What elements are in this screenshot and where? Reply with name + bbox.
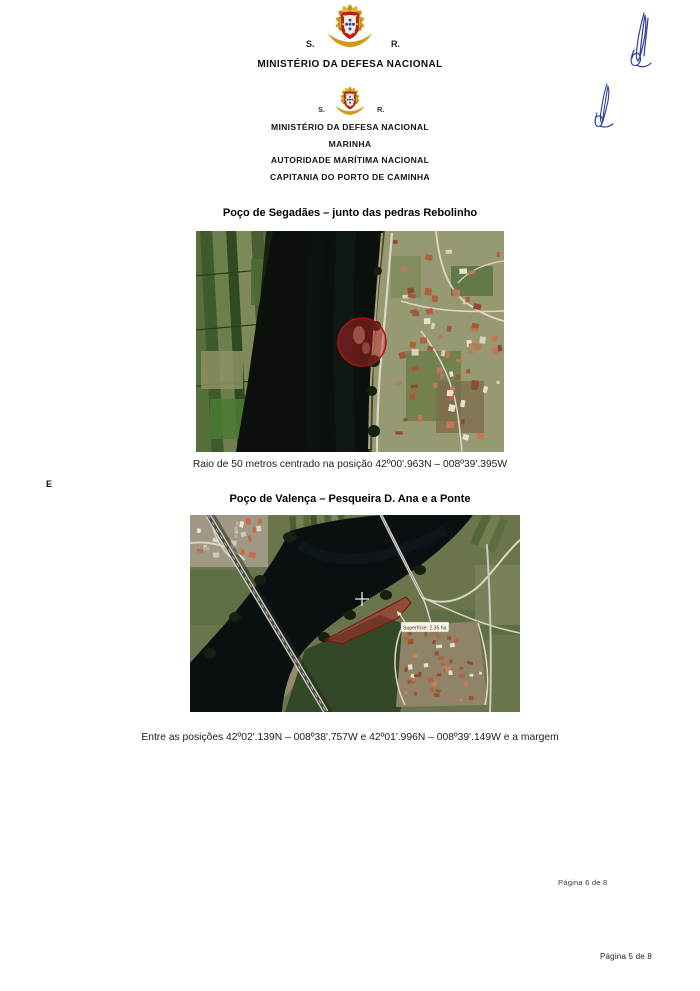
crest2-right-initial: R. bbox=[377, 105, 385, 114]
header-line-marinha: MARINHA bbox=[328, 139, 372, 149]
crest-left-initial: S. bbox=[306, 39, 315, 49]
crest2-left-initial: S. bbox=[318, 105, 326, 114]
ministry-title: MINISTÉRIO DA DEFESA NACIONAL bbox=[257, 59, 443, 70]
marinha-crest-icon bbox=[330, 85, 370, 118]
signature-initials-icon-bottom bbox=[591, 82, 620, 128]
caption-valenca: Entre as posições 42º02'.139N – 008º38'.757W e 42º01'.996N – 008º39'.149W e a margem bbox=[141, 732, 559, 743]
caption-segadaes: Raio de 50 metros centrado na posição 42º00'.963N – 008º39'.395W bbox=[192, 459, 508, 470]
page-number-upper: Página 6 de 8 bbox=[558, 878, 608, 887]
red-circle-marker bbox=[338, 318, 386, 366]
header-line-ministerio: MINISTÉRIO DA DEFESA NACIONAL bbox=[271, 122, 429, 132]
aerial-photo-valenca bbox=[190, 515, 520, 712]
page-number-lower: Página 5 de 8 bbox=[600, 952, 652, 961]
header-line-autoridade: AUTORIDADE MARÍTIMA NACIONAL bbox=[270, 155, 430, 165]
stray-mark: E bbox=[46, 479, 53, 489]
crest-right-initial: R. bbox=[391, 39, 400, 49]
aerial-photo-segadaes bbox=[196, 231, 504, 452]
signature-initials-icon-top bbox=[626, 10, 658, 72]
ministry-crest-icon bbox=[320, 2, 380, 52]
section-heading-segadaes: Poço de Segadães – junto das pedras Rebolinho bbox=[222, 207, 478, 219]
header-line-capitania: CAPITANIA DO PORTO DE CAMINHA bbox=[270, 172, 430, 182]
section-heading-valenca: Poço de Valença – Pesqueira D. Ana e a Ponte bbox=[229, 493, 471, 505]
area-label-text: Superfície: 2.35 ha bbox=[403, 625, 447, 632]
